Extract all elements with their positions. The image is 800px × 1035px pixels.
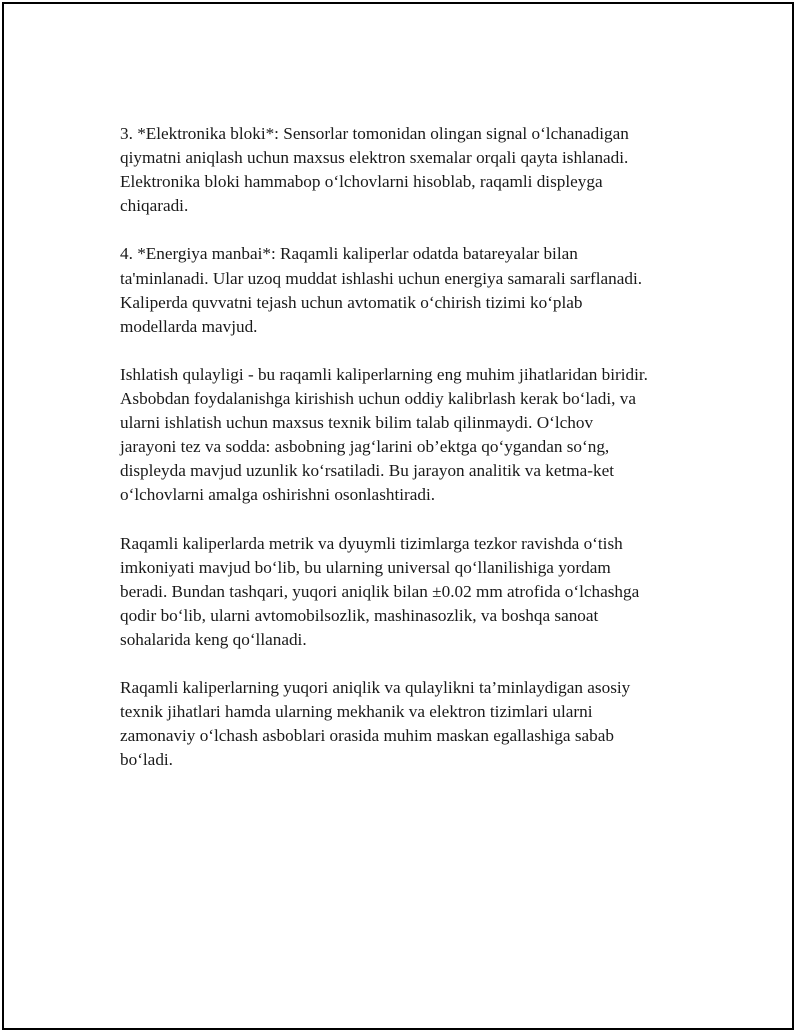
text-line: bo‘ladi. <box>120 750 173 770</box>
document-page <box>2 2 794 1030</box>
text-line: imkoniyati mavjud bo‘lib, bu ularning universal qo‘llanilishiga yordam <box>120 557 611 577</box>
text-line: modellarda mavjud. <box>120 316 258 336</box>
text-line: sohalarida keng qo‘llanadi. <box>120 629 307 649</box>
paragraph-ease-of-use <box>120 363 700 508</box>
document-body <box>120 122 700 797</box>
text-line: displeyda mavjud uzunlik ko‘rsatiladi. Bu jarayon analitik va ketma-ket <box>120 461 615 481</box>
paragraph-energy-source <box>120 242 700 338</box>
text-line: beradi. Bundan tashqari, yuqori aniqlik bilan ±0.02 mm atrofida o‘lchashga <box>120 581 640 601</box>
text-line: Ishlatish qulayligi - bu raqamli kaliperlarning eng muhim jihatlaridan biridir. <box>120 364 648 384</box>
text-line: texnik jihatlari hamda ularning mekhanik va elektron tizimlari ularni <box>120 702 593 722</box>
text-line: chiqaradi. <box>120 196 189 216</box>
text-line: ta'minlanadi. Ular uzoq muddat ishlashi uchun energiya samarali sarflanadi. <box>120 268 643 288</box>
text-line: Elektronika bloki hammabop o‘lchovlarni hisoblab, raqamli displeyga <box>120 172 603 192</box>
text-line: Asbobdan foydalanishga kirishish uchun oddiy kalibrlash kerak bo‘ladi, va <box>120 389 636 409</box>
paragraph-conclusion <box>120 676 700 772</box>
text-line: 3. *Elektronika bloki*: Sensorlar tomonidan olingan signal o‘lchanadigan <box>120 124 629 143</box>
text-line: jarayoni tez va sodda: asbobning jag‘larini ob’ektga qo‘ygandan so‘ng, <box>120 437 610 457</box>
text-line: ularni ishlatish uchun maxsus texnik bilim talab qilinmaydi. O‘lchov <box>120 413 594 433</box>
text-line: zamonaviy o‘lchash asboblari orasida muhim maskan egallashiga sabab <box>120 726 614 746</box>
text-line: Raqamli kaliperlarda metrik va dyuymli tizimlarga tezkor ravishda o‘tish <box>120 533 623 553</box>
text-line: o‘lchovlarni amalga oshirishni osonlashtiradi. <box>120 485 436 505</box>
paragraph-unit-systems <box>120 532 700 652</box>
paragraph-electronics-block <box>120 122 700 218</box>
text-line: Kaliperda quvvatni tejash uchun avtomatik o‘chirish tizimi ko‘plab <box>120 292 583 312</box>
text-line: Raqamli kaliperlarning yuqori aniqlik va qulaylikni ta’minlaydigan asosiy <box>120 678 631 698</box>
text-line: qodir bo‘lib, ularni avtomobilsozlik, mashinasozlik, va boshqa sanoat <box>120 605 599 625</box>
text-line: 4. *Energiya manbai*: Raqamli kaliperlar odatda batareyalar bilan <box>120 244 578 264</box>
text-line: qiymatni aniqlash uchun maxsus elektron sxemalar orqali qayta ishlanadi. <box>120 148 629 168</box>
